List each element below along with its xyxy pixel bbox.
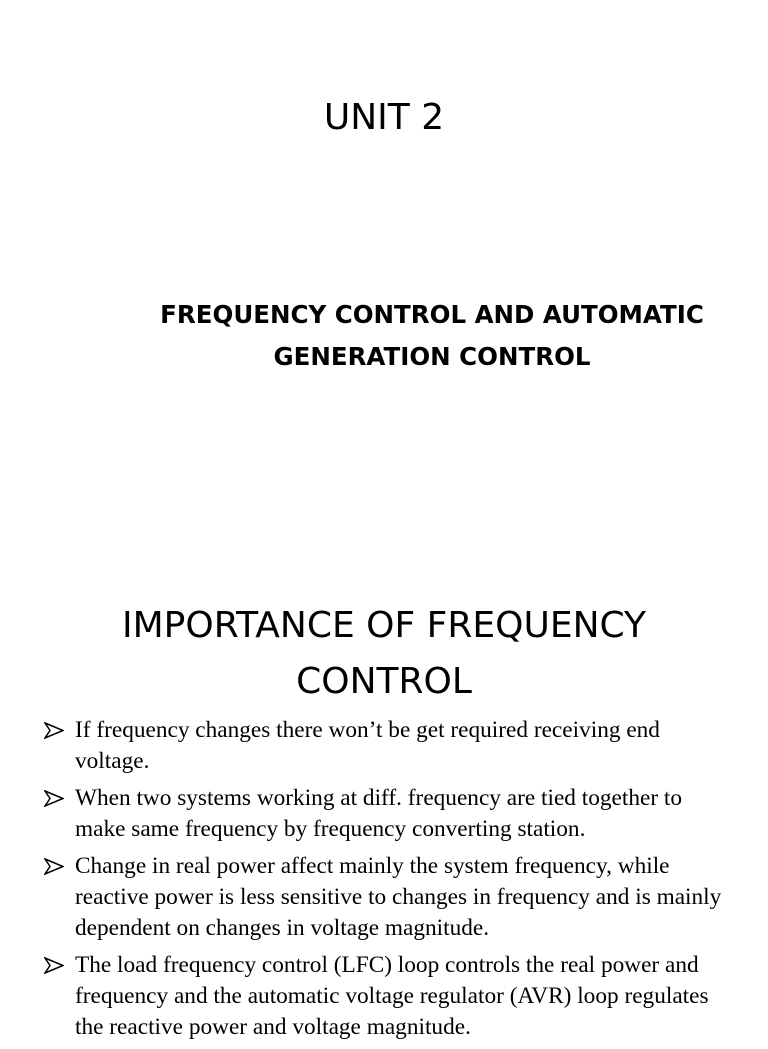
bullet-text: When two systems working at diff. frequency are tied together to make same frequency by frequency converting station. xyxy=(75,785,683,842)
bullet-text: The load frequency control (LFC) loop controls the real power and frequency and the automatic voltage regulator (AVR) loop regulates the reactive power and voltage magnitude. xyxy=(75,952,709,1040)
arrow-bullet-icon xyxy=(44,790,64,807)
bullet-item xyxy=(44,783,734,845)
subtitle-line: FREQUENCY CONTROL AND AUTOMATIC xyxy=(160,300,704,329)
bullet-text: Change in real power affect mainly the system frequency, while reactive power is less sensitive to changes in frequency and is mainly dependent on changes in voltage magnitude. xyxy=(75,853,722,941)
bullet-text: If frequency changes there won’t be get required receiving end voltage. xyxy=(75,717,660,774)
bullet-item xyxy=(44,715,734,777)
bullet-list xyxy=(44,715,734,1049)
slide-importance xyxy=(0,560,768,1040)
arrow-bullet-icon xyxy=(44,858,64,875)
arrow-bullet-icon xyxy=(44,722,64,739)
bullet-item xyxy=(44,950,734,1043)
section-title xyxy=(0,598,768,710)
arrow-bullet-icon xyxy=(44,957,64,974)
bullet-item xyxy=(44,851,734,944)
unit-title: UNIT 2 xyxy=(323,97,445,138)
section-title-line: IMPORTANCE OF FREQUENCY xyxy=(121,605,646,646)
section-title-line: CONTROL xyxy=(296,661,472,702)
subtitle-line: GENERATION CONTROL xyxy=(273,342,591,371)
unit-subtitle xyxy=(96,294,768,378)
